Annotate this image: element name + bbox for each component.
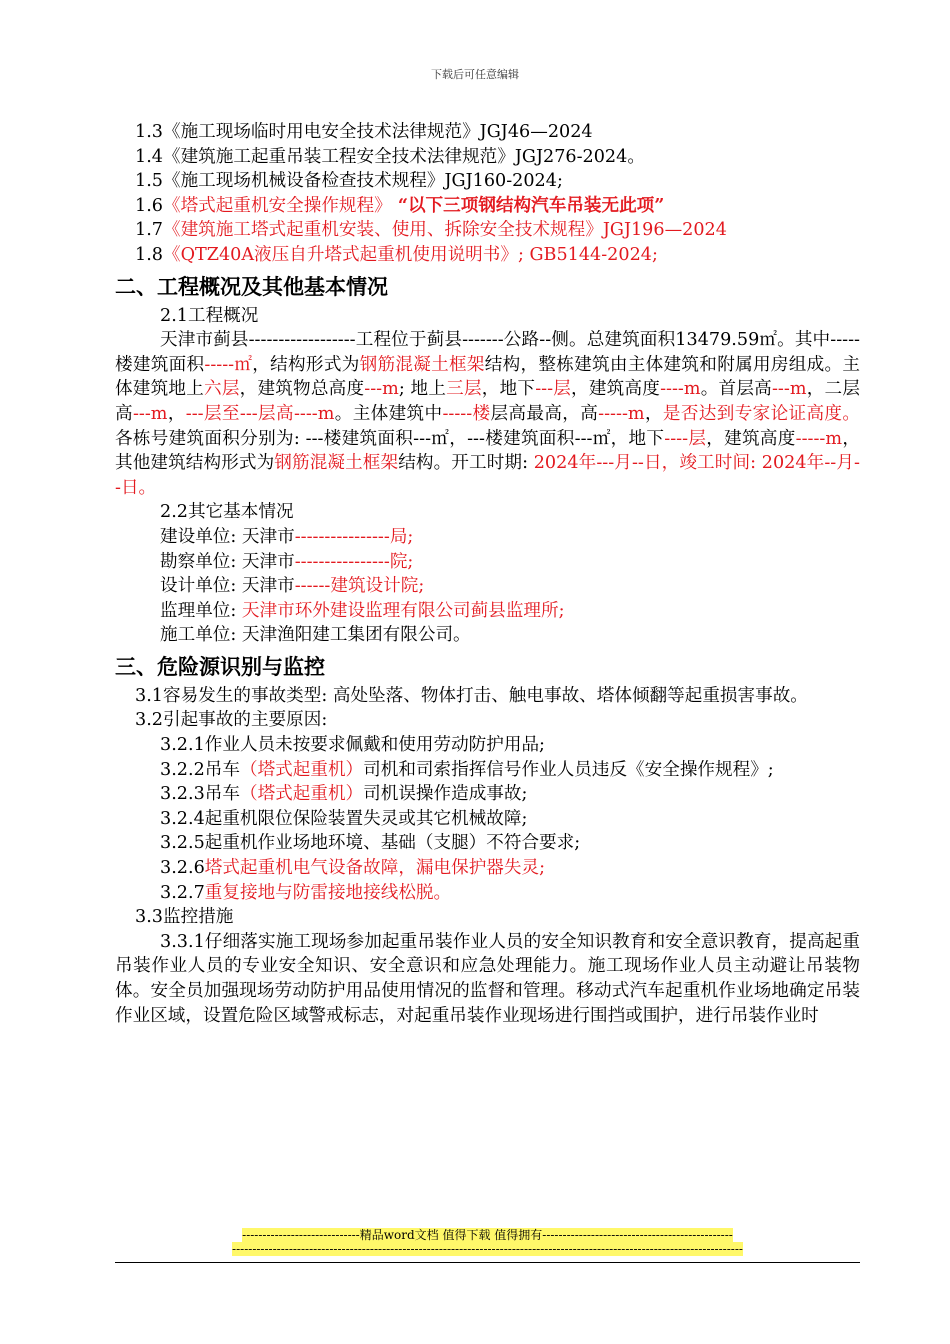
reference-list <box>115 120 860 268</box>
unit-value: 天津市环外建设监理有限公司蓟县监理所; <box>241 600 565 621</box>
overview-text: ，二层高 <box>115 379 860 424</box>
unit-item <box>115 623 860 648</box>
subsection-2-2-title: 2.2其它基本情况 <box>160 502 294 523</box>
overview-text: ，其他建筑结构形式为 <box>115 428 860 474</box>
footer-line-2: ------------------------------------------------------------------------------------------------------------------------------ <box>232 1242 743 1256</box>
reference-item <box>115 169 860 194</box>
unit-item <box>115 599 860 624</box>
overview-text: ---层至---层高----m <box>185 403 335 424</box>
unit-name: 天津市 <box>241 576 295 597</box>
cause-item <box>115 856 860 881</box>
cause-text: 司机和司索指挥信号作业人员违反《安全操作规程》; <box>363 759 774 780</box>
overview-text: ， <box>167 403 186 424</box>
unit-label: 施工单位: <box>160 625 242 646</box>
overview-text: -----m <box>795 428 843 449</box>
overview-text: ---m <box>364 379 399 400</box>
footer-banner <box>115 1228 860 1256</box>
cause-item <box>115 881 860 906</box>
reference-number: 1.6 <box>135 195 163 216</box>
cause-text: 3.2.2吊车 <box>160 759 240 780</box>
overview-text: 六层 <box>204 379 240 400</box>
reference-item <box>115 218 860 243</box>
cause-item <box>115 782 860 807</box>
subsection-2-1-title: 2.1工程概况 <box>160 305 259 326</box>
project-overview-paragraph <box>115 328 860 500</box>
overview-text: 钢筋混凝土框架 <box>359 354 485 375</box>
paragraph-3-1: 3.1容易发生的事故类型: 高处坠落、物体打击、触电事故、塔体倾翻等起重损害事故。 <box>135 685 808 706</box>
cause-text: 3.2.3吊车 <box>160 784 240 805</box>
overview-text: 三层 <box>446 379 482 400</box>
footer-rule <box>115 1262 860 1263</box>
reference-text: 《塔式起重机安全操作规程》 <box>162 195 392 216</box>
cause-text: 3.2.5起重机作业场地环境、基础（支腿）不符合要求; <box>160 833 581 854</box>
reference-text: 《建筑施工起重吊装工程安全技术法律规范》JGJ276-2024。 <box>162 146 645 167</box>
cause-text: 3.2.1作业人员未按要求佩戴和使用劳动防护用品; <box>160 735 545 756</box>
overview-text: 层高最高，高 <box>490 403 599 424</box>
cause-item <box>115 733 860 758</box>
overview-text: ，结构形式为 <box>252 354 360 375</box>
overview-text: 各栋号建筑面积分别为: ---楼建筑面积---㎡，---楼建筑面积---㎡，地下 <box>115 428 665 449</box>
reference-number: 1.7 <box>135 220 163 241</box>
cause-item <box>115 831 860 856</box>
overview-text: ，建筑高度 <box>706 428 796 449</box>
section-2-title: 二、工程概况及其他基本情况 <box>115 274 388 299</box>
overview-text: 。主体建筑中 <box>334 403 443 424</box>
unit-item <box>115 574 860 599</box>
reference-item <box>115 243 860 268</box>
overview-text: 是否达到专家论证高度。 <box>662 403 860 424</box>
cause-item <box>115 807 860 832</box>
unit-label: 监理单位: <box>160 600 242 621</box>
reference-text: 《QTZ40A液压自升塔式起重机使用说明书》; GB5144-2024; <box>162 244 658 265</box>
unit-item <box>115 550 860 575</box>
unit-item <box>115 525 860 550</box>
overview-text: -----㎡ <box>204 354 253 375</box>
overview-text: ; 地上 <box>398 379 447 400</box>
paragraph-3-2: 3.2引起事故的主要原因: <box>135 710 328 731</box>
reference-text: “以下三项钢结构汽车吊装无此项” <box>391 194 665 216</box>
unit-value: ----------------院; <box>294 551 414 572</box>
overview-text: 天津市蓟县------------------工程位于蓟县-------公路--侧。总建筑面积13479.59㎡。其中-----楼建筑面积 <box>115 330 860 375</box>
cause-item <box>115 758 860 783</box>
unit-label: 设计单位: <box>160 576 242 597</box>
document-body <box>115 120 860 1028</box>
reference-item <box>115 194 860 219</box>
footer-line-1: -----------------------------精品word文档 值得下载 值得拥有----------------------------------------------- <box>242 1228 733 1242</box>
unit-value: ------建筑设计院; <box>294 576 425 597</box>
overview-text: ，地下 <box>481 379 536 400</box>
overview-text: ----m <box>660 379 701 400</box>
section-3-title: 三、危险源识别与监控 <box>115 654 325 679</box>
reference-text: 《施工现场机械设备检查技术规程》JGJ160-2024; <box>162 171 563 192</box>
cause-text: 重复接地与防雷接地接线松脱。 <box>204 882 452 903</box>
cause-text: 3.2.4起重机限位保险装置失灵或其它机械故障; <box>160 808 528 829</box>
reference-item <box>115 145 860 170</box>
unit-label: 勘察单位: <box>160 551 242 572</box>
cause-list <box>115 733 860 905</box>
cause-text: 塔式起重机电气设备故障，漏电保护器失灵; <box>204 858 545 879</box>
reference-text: 《建筑施工塔式起重机安装、使用、拆除安全技术规程》JGJ196—2024 <box>162 220 727 241</box>
overview-text: -----m <box>598 403 645 424</box>
overview-text: 结构，整栋建筑由主体建筑和附属用房组成。主体建筑地上 <box>115 354 860 400</box>
overview-text: ---m <box>771 379 807 400</box>
unit-name: 天津市 <box>241 551 295 572</box>
reference-number: 1.4 <box>135 146 163 167</box>
cause-text: 司机误操作造成事故; <box>363 784 528 805</box>
unit-value: ----------------局; <box>294 526 414 547</box>
overview-text: ---层 <box>535 379 572 400</box>
reference-item <box>115 120 860 145</box>
unit-list <box>115 525 860 648</box>
overview-text: 。首层高 <box>700 379 772 400</box>
paragraph-3-3-1: 3.3.1仔细落实施工现场参加起重吊装作业人员的安全知识教育和安全意识教育，提高起重吊装作业人员的专业安全知识、安全意识和应急处理能力。施工现场作业人员主动避让吊装物体。安全员加强现场劳动防护用品使用情况的监督和管理。移动式汽车起重机作业场地确定吊装作业区域，设置危险区域警戒标志，对起重吊装作业现场进行围挡或围护，进行吊装作业时 <box>115 931 860 1026</box>
reference-number: 1.8 <box>135 244 163 265</box>
cause-text: 3.2.7 <box>160 882 205 903</box>
paragraph-3-3: 3.3监控措施 <box>135 907 234 928</box>
overview-text: ，建筑物总高度 <box>239 379 365 400</box>
overview-text: 结构。开工时期: <box>398 453 534 474</box>
overview-text: 2024年---月--日，竣工时间: 2024年--月--日。 <box>115 453 860 498</box>
unit-label: 建设单位: <box>160 526 242 547</box>
overview-text: ，建筑高度 <box>571 379 661 400</box>
reference-text: 《施工现场临时用电安全技术法律规范》JGJ46—2024 <box>162 122 593 142</box>
page-header: 下载后可任意编辑 <box>431 68 519 81</box>
overview-text: 钢筋混凝土框架 <box>274 453 399 474</box>
overview-text: ---m <box>132 403 168 424</box>
cause-text: 3.2.6 <box>160 858 205 879</box>
unit-name: 天津市 <box>241 526 295 547</box>
reference-number: 1.3 <box>135 122 163 142</box>
unit-name: 天津渔阳建工集团有限公司。 <box>241 625 471 646</box>
overview-text: ， <box>644 403 663 424</box>
cause-text: （塔式起重机） <box>239 759 364 780</box>
cause-text: （塔式起重机） <box>239 784 364 805</box>
reference-number: 1.5 <box>135 171 163 192</box>
overview-text: -----楼 <box>442 403 491 424</box>
overview-text: ----层 <box>664 428 707 449</box>
